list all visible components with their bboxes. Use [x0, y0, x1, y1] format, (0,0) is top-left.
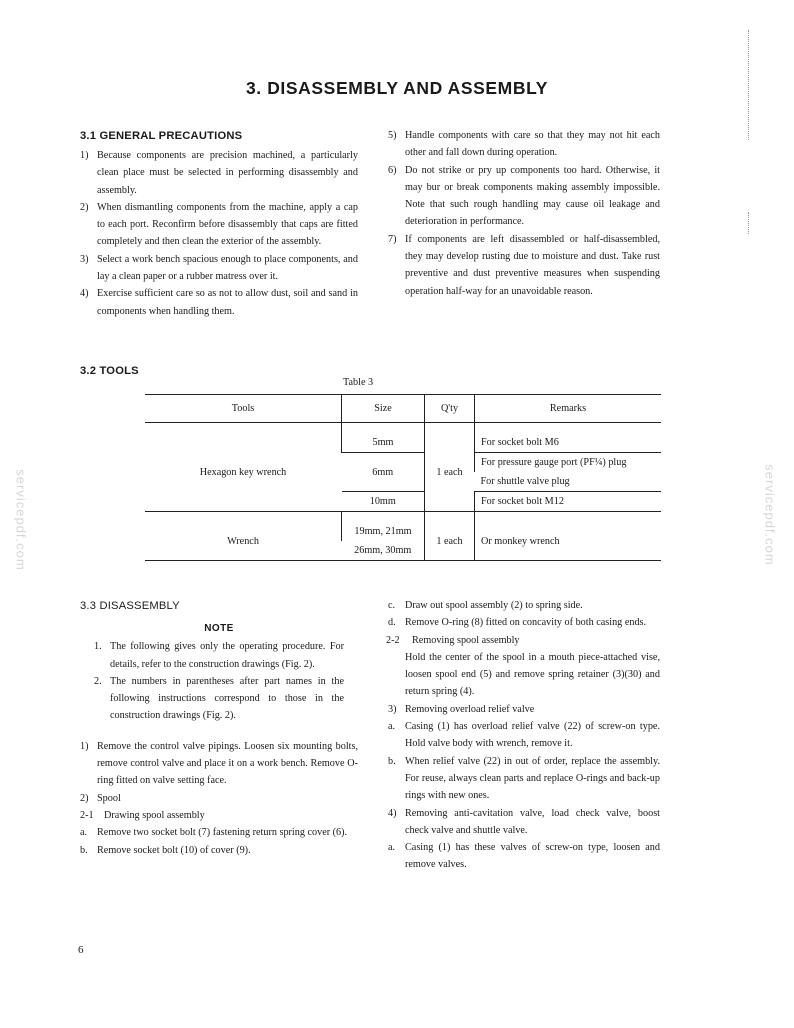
step-number: 1): [80, 740, 89, 752]
step-number: b.: [388, 755, 396, 767]
note-text: The following gives only the operating procedure. For details, refer to the construction drawings (Fig. 2).: [110, 641, 344, 670]
scan-edge-mark: [748, 212, 749, 234]
item-number: 2): [80, 201, 89, 213]
table-caption: Table 3: [343, 377, 374, 388]
page-number: 6: [78, 944, 84, 956]
item-number: 6): [388, 164, 397, 176]
tools-heading: 3.2 TOOLS: [80, 365, 139, 377]
step-number: d.: [388, 617, 396, 629]
precaution-item: [388, 231, 660, 300]
precaution-item: [80, 147, 358, 199]
col-header-remarks: Remarks: [475, 395, 662, 423]
item-text: If components are left disassembled or half-disassembled, they may develop rusting due to moisture and dust. Take rust preventive and dust preventive measures when suspending operation half-way for an unavoidable reason.: [405, 233, 660, 297]
note-heading: NOTE: [204, 623, 234, 634]
step-number: 4): [388, 807, 397, 819]
step-text: Casing (1) has overload relief valve (22) of screw-on type. Hold valve body with wrench, remove it.: [405, 721, 660, 750]
size-cell: 19mm, 21mm: [342, 522, 425, 541]
size-cell: 6mm: [342, 453, 425, 492]
note-number: 2.: [94, 675, 102, 687]
step-text: Drawing spool assembly: [104, 809, 205, 821]
remark-cell: For shuttle valve plug: [475, 472, 662, 492]
step-text: Removing spool assembly: [412, 634, 520, 646]
step-number: 2): [80, 792, 89, 804]
general-precautions-heading: 3.1 GENERAL PRECAUTIONS: [80, 130, 243, 142]
tool-name-wrench: Wrench: [145, 522, 342, 561]
step-text: Casing (1) has these valves of screw-on type, loosen and remove valves.: [405, 842, 660, 871]
step-item: [388, 649, 660, 701]
watermark-left: servicepdf.com: [13, 469, 29, 571]
step-text: Spool: [97, 792, 121, 804]
step-item: [388, 701, 660, 718]
step-item: [388, 632, 660, 649]
item-text: Handle components with care so that they may not hit each other and fall down during operation.: [405, 130, 660, 159]
col-header-size: Size: [342, 395, 425, 423]
tools-table: [145, 394, 661, 561]
step-item: [388, 753, 660, 805]
disassembly-left: [80, 598, 358, 859]
remark-cell: Or monkey wrench: [475, 522, 662, 561]
step-item: [80, 790, 358, 807]
scan-edge-mark: [748, 30, 749, 140]
item-number: 4): [80, 288, 89, 300]
step-item: [80, 842, 358, 859]
step-text: Removing overload relief valve: [405, 703, 535, 715]
step-number: a.: [388, 842, 396, 854]
precaution-item: [80, 285, 358, 320]
step-text: Remove socket bolt (10) of cover (9).: [97, 844, 251, 856]
step-number: 2-2: [386, 634, 400, 646]
step-text: Remove O-ring (8) fitted on concavity of both casing ends.: [405, 617, 647, 629]
step-item: [388, 597, 660, 614]
step-text: When relief valve (22) in out of order, replace the assembly. For reuse, always clean parts and replace O-rings and back-up rings with new ones.: [405, 755, 660, 802]
step-text: Remove two socket bolt (7) fastening return spring cover (6).: [97, 827, 348, 839]
precaution-item: [388, 127, 660, 162]
note-number: 1.: [94, 641, 102, 653]
page-title: 3. DISASSEMBLY AND ASSEMBLY: [245, 78, 549, 98]
step-item: [80, 824, 358, 841]
step-item: [388, 839, 660, 874]
size-cell: 5mm: [342, 433, 425, 453]
item-text: Exercise sufficient care so as not to allow dust, soil and sand in components when handling them.: [97, 288, 358, 317]
item-number: 5): [388, 130, 397, 141]
step-item: [388, 614, 660, 631]
qty-cell: 1 each: [425, 433, 475, 512]
tool-name-hex: Hexagon key wrench: [145, 433, 342, 512]
size-cell: 10mm: [342, 492, 425, 512]
precaution-item: [80, 251, 358, 286]
disassembly-right: [388, 597, 660, 874]
step-number: 3): [388, 703, 397, 715]
disassembly-heading: 3.3 DISASSEMBLY: [80, 600, 180, 612]
step-number: a.: [80, 827, 88, 839]
item-number: 3): [80, 253, 89, 265]
size-cell: 26mm, 30mm: [342, 541, 425, 561]
item-number: 7): [388, 233, 397, 245]
step-item: [388, 718, 660, 753]
step-text: Remove the control valve pipings. Loosen six mounting bolts, remove control valve and place it on a work bench. Remove O-ring fitted on valve setting face.: [97, 740, 358, 787]
step-number: 2-1: [80, 809, 94, 821]
step-number: b.: [80, 844, 88, 856]
item-text: When dismantling components from the machine, apply a cap to each port. Reconfirm before disassembly that caps are fitted completely and then clean the exterior of the assembly.: [97, 201, 358, 248]
item-number: 1): [80, 150, 89, 161]
precaution-item: [80, 199, 358, 251]
step-text: Hold the center of the spool in a mouth piece-attached vise, loosen spool end (5) and remove spring retainer (3)(30) and return spring (4).: [405, 651, 660, 698]
step-item: [80, 807, 358, 824]
general-precautions-left: [80, 128, 358, 320]
item-text: Because components are precision machined, a particularly clean place must be selected in performing disassembly and assembly.: [97, 150, 358, 196]
step-number: c.: [388, 600, 396, 611]
step-item: [80, 738, 358, 790]
step-number: a.: [388, 721, 396, 733]
remark-cell: For socket bolt M6: [475, 433, 662, 453]
watermark-right: servicepdf.com: [762, 464, 778, 566]
step-text: Removing anti-cavitation valve, load check valve, boost check valve and shuttle valve.: [405, 807, 660, 836]
note-item: [80, 673, 358, 725]
step-item: [388, 805, 660, 840]
item-text: Do not strike or pry up components too hard. Otherwise, it may bur or break components making assembly impossible. Note that such rough handling may cause oil leakage and deterioration in performance.: [405, 164, 660, 228]
general-precautions-right: [388, 127, 660, 300]
col-header-tools: Tools: [145, 395, 342, 423]
note-text: The numbers in parentheses after part names in the following instructions correspond to those in the construction drawings (Fig. 2).: [110, 675, 344, 722]
step-text: Draw out spool assembly (2) to spring side.: [405, 600, 583, 611]
col-header-qty: Q'ty: [425, 395, 475, 423]
note-item: [80, 638, 358, 673]
item-text: Select a work bench spacious enough to place components, and lay a clean paper or a rubber matress over it.: [97, 253, 358, 283]
precaution-item: [388, 162, 660, 231]
remark-cell: For socket bolt M12: [475, 492, 662, 512]
qty-cell: 1 each: [425, 522, 475, 561]
remark-cell: For pressure gauge port (PF¼) plug: [475, 453, 662, 473]
